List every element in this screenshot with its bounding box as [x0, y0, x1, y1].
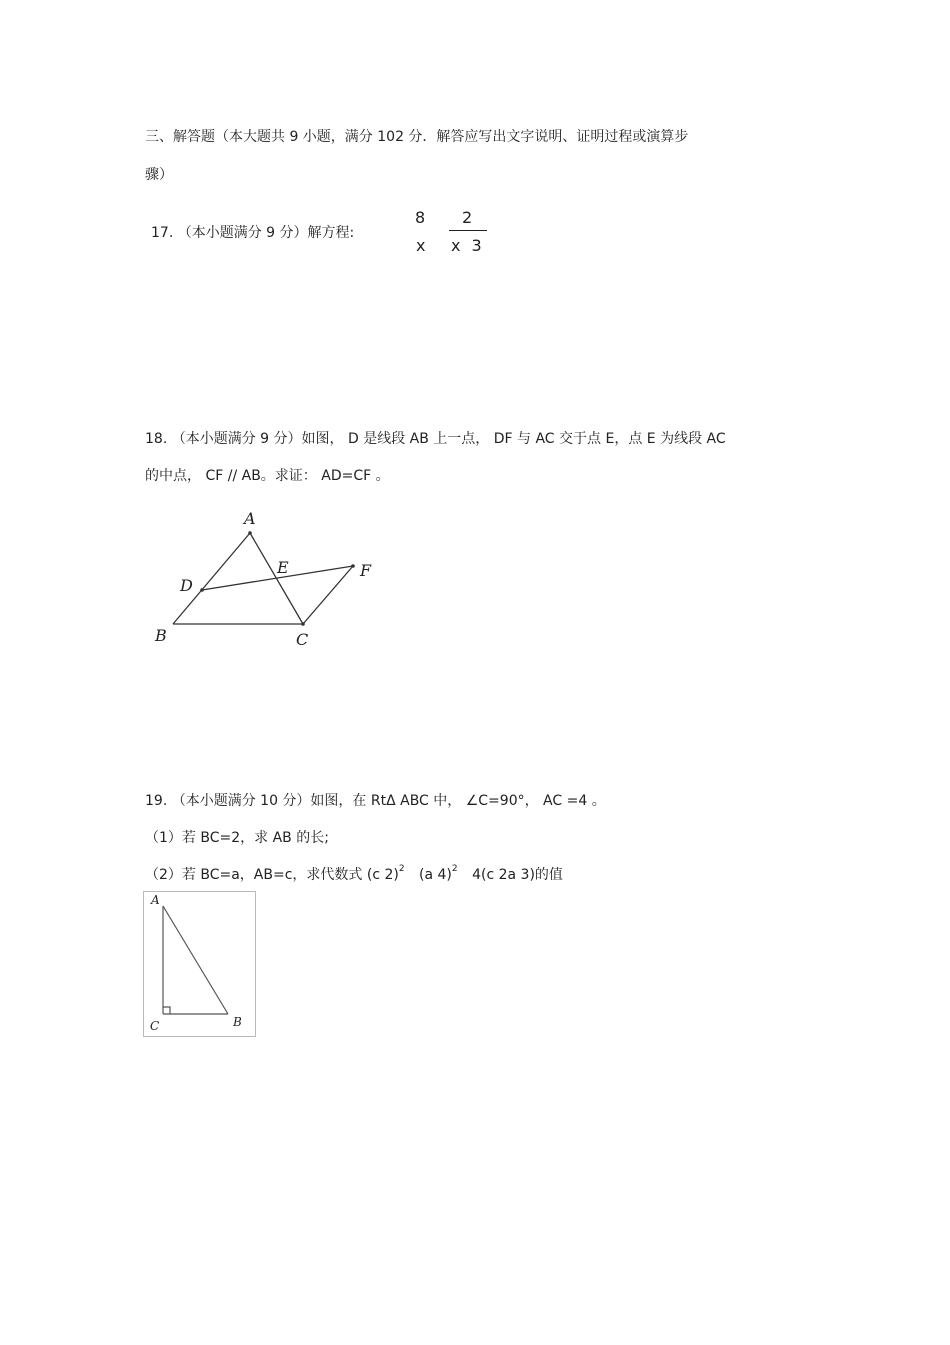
q18-label-A: A — [244, 509, 256, 528]
q19-segment-AB — [163, 906, 228, 1014]
q17-label: 17. （本小题满分 9 分）解方程: — [151, 225, 355, 241]
q19-text-line1: 19. （本小题满分 10 分）如图，在 RtΔ ABC 中， ∠C=90°， AC =4 。 — [145, 793, 606, 809]
q19-part2-sup1: 2 — [398, 864, 405, 874]
q18-segment-CF — [303, 566, 353, 624]
q19-part1: （1）若 BC=2，求 AB 的长; — [145, 830, 329, 846]
q19-part2-expr-a: （2）若 BC=a，AB=c，求代数式 (c 2) — [145, 867, 399, 883]
q19-part2 — [145, 864, 563, 884]
q19-figure — [142, 890, 257, 1038]
q17-f2-numerator: 2 — [462, 208, 473, 227]
q18-label-E: E — [277, 558, 289, 577]
q19-label-C: C — [150, 1019, 160, 1033]
section-heading-cont: 骤） — [145, 167, 173, 183]
q19-part2-expr-b: (a 4) — [419, 867, 452, 883]
section-heading: 三、解答题（本大题共 9 小题，满分 102 分．解答应写出文字说明、证明过程或演算步 — [145, 129, 689, 145]
q18-label-D: D — [180, 576, 193, 595]
q18-text-line1: 18. （本小题满分 9 分）如图， D 是线段 AB 上一点， DF 与 AC 交于点 E，点 E 为线段 AC — [145, 431, 726, 447]
q17-f1-denominator: x — [416, 236, 426, 255]
q17-f2-fraction-bar — [449, 230, 487, 231]
q19-label-A: A — [151, 893, 160, 907]
q19-right-angle-mark — [163, 1007, 170, 1014]
q18-text-line2: 的中点， CF // AB。求证： AD=CF 。 — [145, 468, 390, 484]
q19-part2-sup2: 2 — [451, 864, 458, 874]
q19-label-B: B — [233, 1015, 242, 1029]
q18-label-F: F — [360, 561, 372, 580]
q17-f2-denominator: x 3 — [451, 236, 482, 255]
q18-label-C: C — [296, 630, 309, 649]
q17-f1-numerator: 8 — [415, 208, 426, 227]
q18-figure — [140, 500, 400, 660]
q19-part2-expr-c: 4(c 2a 3)的值 — [472, 867, 563, 883]
q18-label-B: B — [155, 626, 167, 645]
